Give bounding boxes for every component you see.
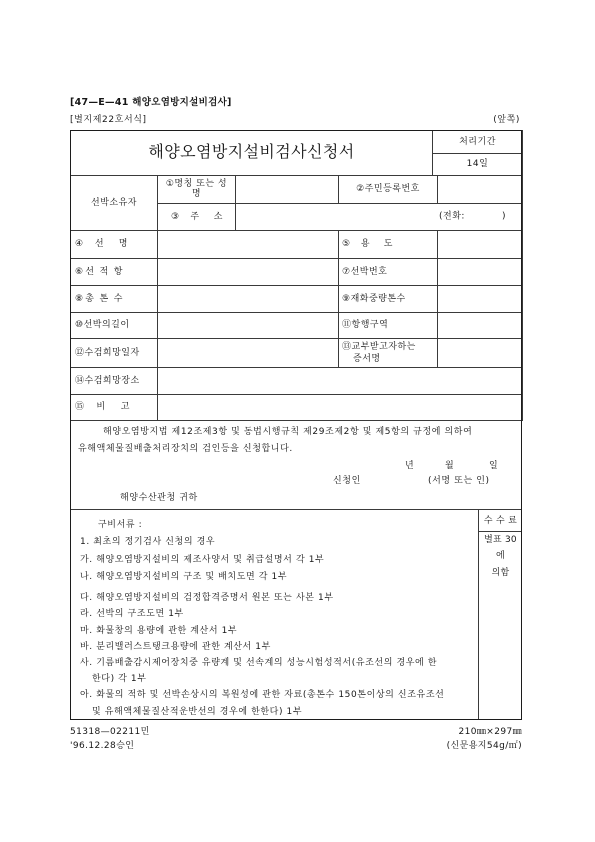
page-side: (앞쪽) [493,115,520,125]
title-block [70,130,523,176]
port-of-registry-label [71,259,158,286]
table-row [71,313,523,339]
owner-row-1 [71,176,523,204]
gross-tonnage-label [71,286,158,313]
table-row [71,259,523,286]
approval-date: '96.12.28승인 [70,741,135,751]
document-item: 사. 기름배출감시제어장치중 유량계 및 선속계의 성능시험성적서(유조선의 경우에 한 [80,658,438,668]
document-item: 바. 분리밸러스트탱크용량에 관한 계산서 1부 [80,642,271,652]
statement-line-2: 유해액체물질배출처리장치의 검인등을 신청합니다. [78,444,293,454]
certificate-name-label-line1: ⑬교부받고자하는 [342,342,416,352]
processing-period-value: 14일 [433,154,523,176]
vessel-purpose-label-text: ⑤용 도 [342,239,393,249]
port-of-registry-label-text: ⑥선 적 항 [75,266,123,277]
document-item: 라. 선박의 구조도면 1부 [80,609,184,619]
deadweight-tonnage-field [438,286,523,313]
applicant-label: 신청인 [333,476,361,486]
vessel-number-field [438,259,523,286]
paper-type: (신문용지54g/㎡) [446,741,522,751]
form-title: 해양오염방지설비검사신청서 [148,141,355,161]
resident-id-label: ②주민등록번호 [339,176,438,204]
document-item-continuation: 한다) 각 1부 [92,674,147,684]
phone-close-paren: ) [502,211,507,222]
documents-case-label: 1. 최초의 정기검사 신청의 경우 [80,537,216,547]
address-label-text: ③주 소 [171,211,223,222]
navigation-area-field [438,313,523,339]
table-row [71,286,523,313]
remarks-label-text: ⑮비 고 [75,402,130,412]
document-item: 가. 해양오염방지설비의 제조사양서 및 취급설명서 각 1부 [80,555,325,565]
address-label [158,204,236,231]
table-row [71,231,523,259]
table-row [71,368,523,395]
vessel-name-field [158,231,339,259]
remarks-field [158,395,523,421]
deadweight-tonnage-label: ⑨재화중량톤수 [339,286,438,313]
owner-name-label [158,176,236,204]
table-row [71,339,523,368]
date-month-label: 월 [445,461,455,471]
vessel-length-field [158,313,339,339]
vessel-length-label: ⑩선박의길이 [71,313,158,339]
document-item: 마. 화물창의 용량에 관한 계산서 1부 [80,626,238,636]
addressee: 해양수산관청 귀하 [120,493,198,503]
phone-label: (전화: [439,211,465,222]
document-item-continuation: 및 유해액체물질산적운반선의 경우에 한한다) 1부 [92,707,303,717]
form-code: [47—E—41 해양오염방지설비검사] [70,97,232,108]
inspection-place-field [158,368,523,395]
fee-column [478,510,522,720]
document-item: 나. 해양오염방지설비의 구조 및 배치도면 각 1부 [80,572,288,582]
resident-id-field [438,176,523,204]
documents-heading: 구비서류 : [98,520,143,530]
form-id-number: 51318—02211민 [70,727,150,737]
fee-line: 의함 [491,568,510,578]
form-number: [별지제22호서식] [70,115,147,125]
gross-tonnage-field [158,286,339,313]
vessel-name-label-text: ④선 명 [75,239,128,249]
vessel-number-label: ⑦선박번호 [339,259,438,286]
inspection-place-label: ⑭수검희망장소 [71,368,158,395]
application-form [70,130,522,720]
inspection-date-field [158,339,339,368]
document-item: 다. 해양오염방지설비의 검정합격증명서 원본 또는 사본 1부 [80,593,334,603]
fee-line: 별표 30 [484,535,517,545]
remarks-label [71,395,158,421]
certificate-name-field [438,339,523,368]
date-day-label: 일 [489,461,499,471]
processing-period-label: 처리기간 [433,131,523,154]
gross-tonnage-label-text: ⑧총 톤 수 [75,293,123,304]
vessel-purpose-field [438,231,523,259]
document-item: 아. 화물의 적하 및 선박손상시의 복원성에 관한 자료(총톤수 150톤이상의 신조유조선 [80,690,445,700]
vessel-name-label [71,231,158,259]
signature-label: (서명 또는 인) [428,476,490,486]
navigation-area-label: ⑪항행구역 [339,313,438,339]
fee-label: 수 수 료 [479,510,522,532]
application-statement [70,420,522,510]
required-documents [70,510,522,720]
owner-name-label-text: ①명칭 또는 성명 [165,179,228,199]
inspection-date-label: ⑫수검희망일자 [71,339,158,368]
form-title-cell [71,131,433,176]
table-row [71,395,523,421]
vessel-purpose-label [339,231,438,259]
statement-line-1: 해양오염방지법 제12조제3항 및 동법시행규칙 제29조제2항 및 제5항의 규정에 의하여 [103,427,473,437]
date-year-label: 년 [405,461,415,471]
paper-size: 210㎜×297㎜ [458,727,522,737]
certificate-name-label-line2: 증서명 [353,354,381,364]
owner-name-field [236,176,339,204]
port-of-registry-field [158,259,339,286]
fee-line: 에 [496,551,505,561]
owner-section-label: 선박소유자 [71,176,158,231]
address-field [236,204,523,231]
details-table [70,175,523,421]
certificate-name-label [339,339,438,368]
